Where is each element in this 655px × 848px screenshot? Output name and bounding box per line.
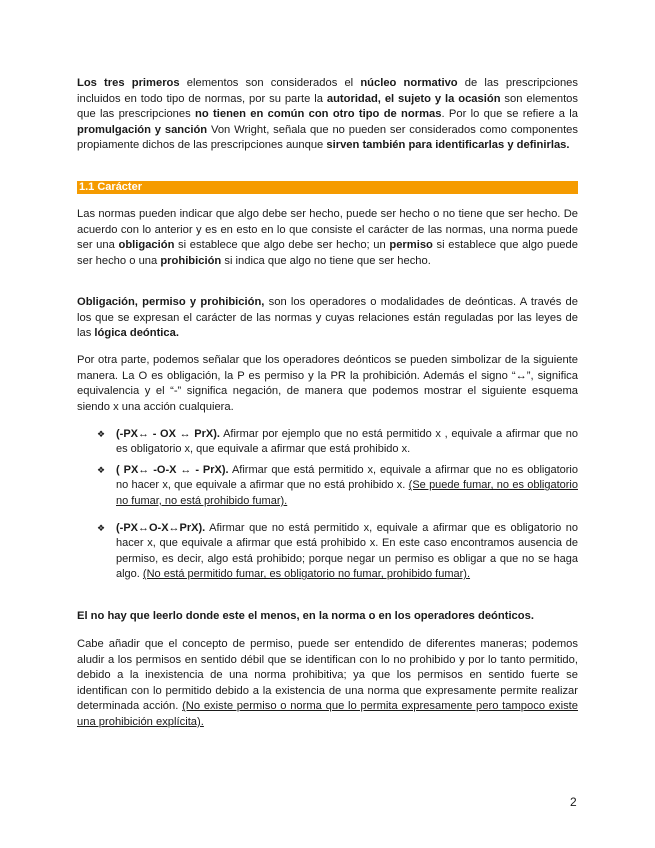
bold-text: sirven también para identificarlas y definirlas. <box>326 139 570 152</box>
body-text: de las prescripciones incluidos en todo tipo de normas, por su parte la <box>77 77 578 105</box>
body-text: Cabe añadir que el concepto de permiso, puede ser entendido de diferentes maneras; podemos aludir a los permisos en sentido débil que se identifican con lo no prohibido y por lo tanto permitido, debido a la inexistencia de una norma prohibitiva; ya que los permisos en sentido fuerte se identifican con lo permitido debido a la existencia de una norma que expresamente permite realizar determinada acción. <box>77 638 578 713</box>
body-text: son elementos que las prescripciones <box>77 92 578 121</box>
body-text: . Por lo que se refiere a la <box>441 108 578 121</box>
bold-text: prohibición <box>160 254 222 267</box>
underlined-example: (No existe permiso o norma que lo permita expresamente pero tampoco existe una prohibición explícita). <box>77 700 579 728</box>
formula: (-PX↔O-X↔PrX). <box>116 522 206 534</box>
formula: (-PX↔ - OX ↔ PrX). <box>116 428 220 440</box>
body-text: Las normas pueden indicar que algo debe ser hecho, puede ser hecho o no tiene que ser hecho. De acuerdo con lo anterior y es en esto en lo que consiste el carácter de las normas, una norma puede ser una <box>77 208 578 252</box>
paragraph-operadores <box>77 295 578 342</box>
underlined-example: (No está permitido fumar, es obligatorio no fumar, prohibido fumar). <box>142 568 471 581</box>
body-text: son los operadores o modalidades de deónticas. A través de los que se expresan el carácter de las normas y cuyas relaciones están reguladas por las leyes de las <box>77 296 578 340</box>
paragraph-caracter <box>77 207 578 269</box>
bold-text: permiso <box>389 239 433 252</box>
body-text: Por otra parte, podemos señalar que los operadores deónticos se pueden simbolizar de la siguiente manera. La O es obligación, la P es permiso y la PR la prohibición. Además el signo “↔”, significa equivalencia y el “-” significa negación, de manera que podemos mostrar el siguiente esquema siendo x una acción cualquiera. <box>77 354 578 413</box>
paragraph-simbolizacion <box>77 353 578 415</box>
list-item <box>116 463 578 509</box>
list-item <box>116 521 578 583</box>
diamond-bullet-icon: ❖ <box>97 523 106 533</box>
bold-text: obligación <box>118 239 175 252</box>
paragraph-permiso <box>77 637 578 731</box>
body-text: Afirmar que está permitido x, equivale a afirmar que no es obligatorio no hacer x, que equivale a afirmar que no está prohibido x. <box>116 464 578 492</box>
bold-text: promulgación y sanción <box>77 123 208 136</box>
underlined-example: (Se puede fumar, no es obligatorio no fumar, no está prohibido fumar). <box>116 479 578 507</box>
body-text: si establece que algo puede ser hecho o una <box>77 239 578 267</box>
bold-text: Obligación, permiso y prohibición, <box>77 296 265 308</box>
diamond-bullet-icon: ❖ <box>97 429 106 439</box>
body-text: Von Wright, señala que no pueden ser considerados como componentes propiamente dichos de las prescripciones aunque <box>77 123 579 152</box>
bold-text: lógica deóntica. <box>94 327 179 340</box>
paragraph-nucleo-normativo <box>77 76 578 154</box>
body-text: si indica que algo no tiene que ser hecho. <box>221 254 431 267</box>
body-text: elementos son considerados el <box>179 77 361 89</box>
bold-note: El no hay que leerlo donde este el menos, en la norma o en los operadores deónticos. <box>77 610 534 622</box>
list-item <box>116 427 578 458</box>
diamond-bullet-icon: ❖ <box>97 465 106 475</box>
formula: ( PX↔ -O-X ↔ - PrX). <box>116 464 229 476</box>
bold-text: autoridad, el sujeto y la ocasión <box>326 92 501 105</box>
body-text: si establece que algo debe ser hecho; un <box>174 239 390 252</box>
body-text: Afirmar por ejemplo que no está permitido x , equivale a afirmar que no es obligatorio x, que equivale a afirmar que está prohibido x. <box>116 428 578 456</box>
bold-text: Los tres primeros <box>77 77 180 89</box>
section-title: 1.1 Carácter <box>79 181 142 193</box>
bold-text: no tienen en común con otro tipo de normas <box>195 108 442 121</box>
body-text: Afirmar que no está permitido x, equivale a afirmar que es obligatorio no hacer x, que equivale a afirmar que está prohibido x. En este caso encontramos ausencia de permiso, es decir, algo está prohibido; porque negar un permiso es obligar a que no se haga algo. <box>116 522 578 581</box>
section-header-bar <box>77 181 578 194</box>
page-number: 2 <box>570 795 577 809</box>
bold-text: núcleo normativo <box>360 77 458 89</box>
